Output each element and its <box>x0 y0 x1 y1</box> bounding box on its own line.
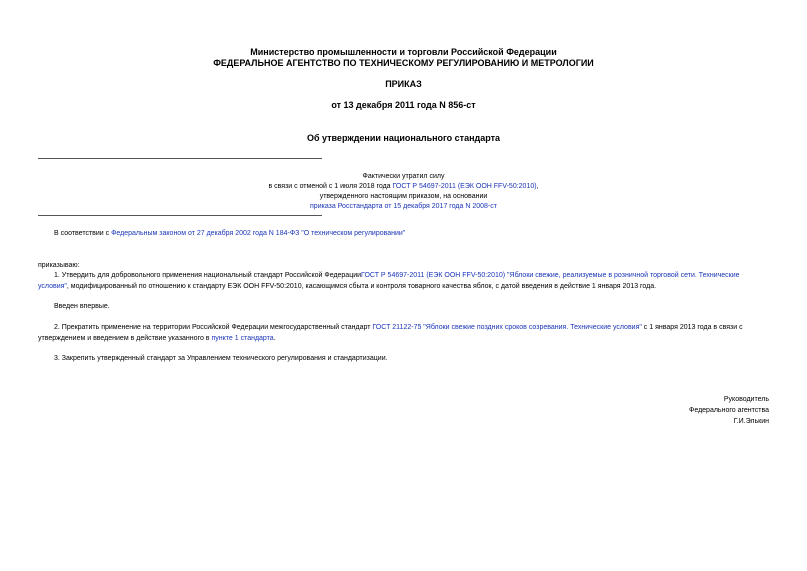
status-line-4 <box>0 201 807 212</box>
item-2-suffix: . <box>273 335 276 342</box>
status-line-1: Фактически утратил силу <box>362 173 445 180</box>
item-1-paragraph <box>38 270 770 292</box>
rosstandart-order-link[interactable]: приказа Росстандарта от 15 декабря 2017 года N 2008-ст <box>310 203 497 210</box>
item-1-reference-link[interactable]: пункте 1 стандарта <box>211 335 274 342</box>
federal-law-link[interactable]: Федеральным законом от 27 декабря 2002 года N 184-ФЗ "О техническом регулировании" <box>111 230 406 237</box>
introduced-note: Введен впервые. <box>54 303 110 310</box>
order-word: приказываю: <box>38 262 80 269</box>
doc-type: ПРИКАЗ <box>385 79 422 89</box>
signatory-name: Г.И.Элькин <box>733 418 769 425</box>
agency-heading: ФЕДЕРАЛЬНОЕ АГЕНТСТВО ПО ТЕХНИЧЕСКОМУ РЕГУЛИРОВАНИЮ И МЕТРОЛОГИИ <box>213 58 594 68</box>
status-line-3: утвержденного настоящим приказом, на основании <box>319 193 488 200</box>
status-line-2-suffix: , <box>536 183 539 190</box>
item-2-middle: с 1 января 2013 года в связи с утверждением и введением в действие указанного в <box>38 324 743 342</box>
item-1-suffix: , модифицированный по отношению к стандарту ЕЭК ООН FFV-50:2010, касающимся сбыта и контроля товарного качества яблок, с датой введения в действие 1 января 2013 года. <box>66 283 657 290</box>
signatory-title-2: Федерального агентства <box>689 407 769 414</box>
doc-date-number: от 13 декабря 2011 года N 856-ст <box>331 100 476 110</box>
doc-subject: Об утверждении национального стандарта <box>306 133 501 143</box>
bottom-divider <box>38 215 322 216</box>
gost-54697-full-link[interactable]: ГОСТ Р 54697-2011 (ЕЭК ООН FFV-50:2010) "Яблоки свежие, реализуемые в розничной торговой сети. Технические условия" <box>38 272 740 290</box>
signatory-title-1: Руководитель <box>723 396 769 403</box>
top-divider <box>38 158 322 159</box>
gost-54697-link[interactable]: ГОСТ Р 54697-2011 (ЕЭК ООН FFV-50:2010) <box>392 183 537 190</box>
basis-paragraph <box>38 228 770 239</box>
item-2-prefix: 2. Прекратить применение на территории Российской Федерации межгосударственный стандарт <box>54 324 373 331</box>
basis-prefix: В соответствии с <box>54 230 112 237</box>
signature-block <box>569 394 769 427</box>
item-3-paragraph: 3. Закрепить утвержденный стандарт за Управлением технического регулирования и стандартизации. <box>54 355 388 362</box>
item-2-paragraph <box>38 322 770 344</box>
item-1-prefix: 1. Утвердить для добровольного применения национальный стандарт Российской Федерации <box>54 272 362 279</box>
ministry-heading: Министерство промышленности и торговли Российской Федерации <box>250 47 557 57</box>
status-line-2-prefix: в связи с отменой с 1 июля 2018 года <box>268 183 393 190</box>
gost-21122-link[interactable]: ГОСТ 21122-75 "Яблоки свежие поздних сроков созревания. Технические условия" <box>372 324 642 331</box>
